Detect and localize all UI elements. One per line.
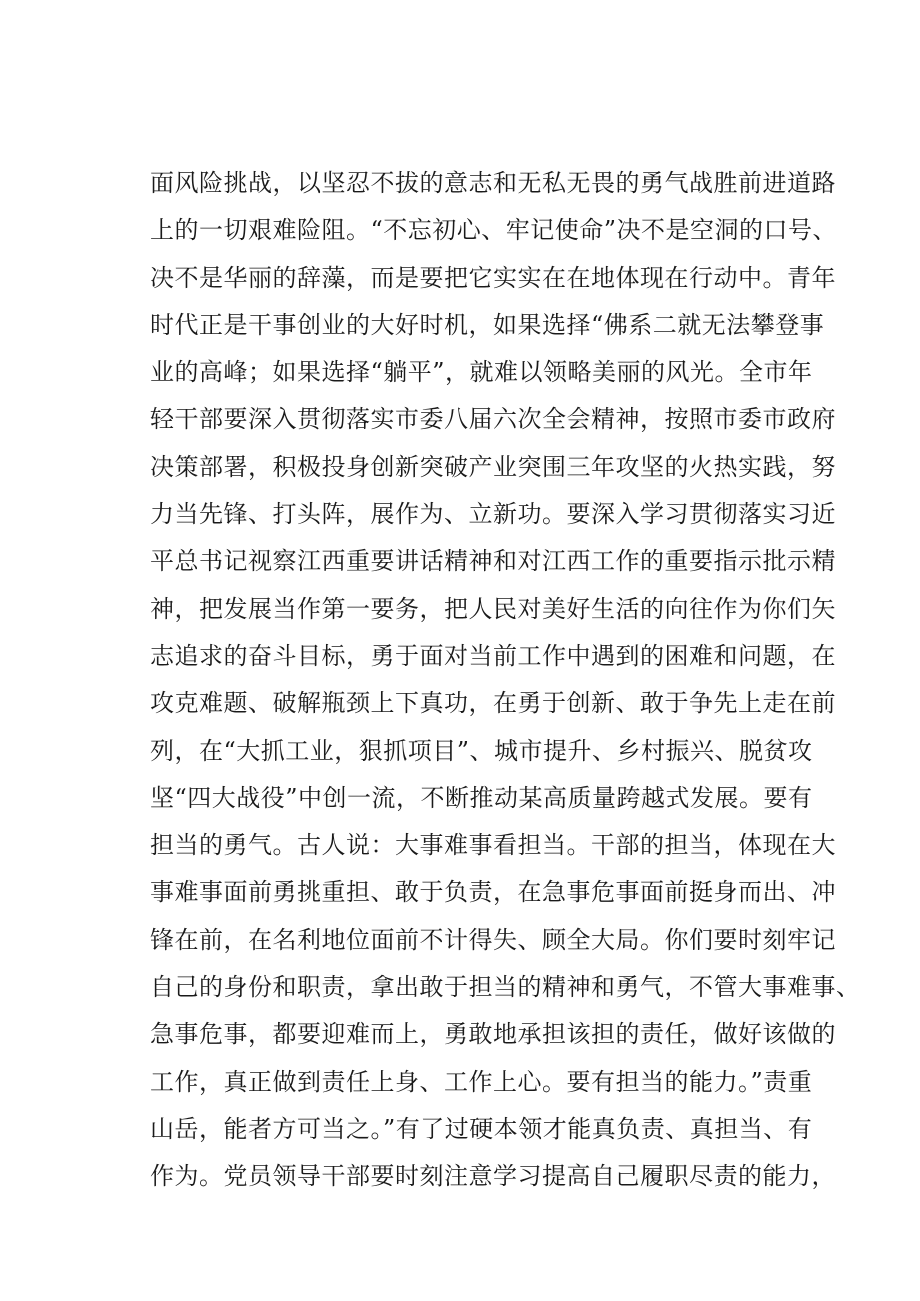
body-text (150, 160, 861, 1201)
text-line: 力当先锋、打头阵，展作为、立新功。要深入学习贯彻落实习近 (150, 500, 836, 529)
text-line: 工作，真正做到责任上身、工作上心。要有担当的能力。”责重 (150, 1067, 813, 1096)
text-line: 自己的身份和职责，拿出敢于担当的精神和勇气，不管大事难事、 (150, 973, 861, 1002)
text-line: 轻干部要深入贯彻落实市委八届六次全会精神，按照市委市政府 (150, 405, 836, 434)
text-line: 决策部署，积极投身创新突破产业突围三年攻坚的火热实践，努 (150, 452, 836, 481)
text-line: 作为。党员领导干部要时刻注意学习提高自己履职尽责的能力， (150, 1162, 836, 1191)
text-line: 业的高峰；如果选择“躺平”，就难以领略美丽的风光。全市年 (150, 358, 813, 387)
text-line: 列，在“大抓工业，狠抓项目”、城市提升、乡村振兴、脱贫攻 (150, 736, 813, 765)
text-line: 事难事面前勇挑重担、敢于负责，在急事危事面前挺身而出、冲 (150, 878, 836, 907)
text-line: 神，把发展当作第一要务，把人民对美好生活的向往作为你们矢 (150, 594, 836, 623)
text-line: 决不是华丽的辞藻，而是要把它实实在在地体现在行动中。青年 (150, 263, 836, 292)
text-line: 山岳，能者方可当之。”有了过硬本领才能真负责、真担当、有 (150, 1114, 813, 1143)
text-line: 担当的勇气。古人说：大事难事看担当。干部的担当，体现在大 (150, 831, 836, 860)
text-line: 攻克难题、破解瓶颈上下真功，在勇于创新、敢于争先上走在前 (150, 689, 836, 718)
text-line: 锋在前，在名利地位面前不计得失、顾全大局。你们要时刻牢记 (150, 925, 836, 954)
text-line: 上的一切艰难险阻。“不忘初心、牢记使命”决不是空洞的口号、 (150, 216, 838, 245)
text-line: 平总书记视察江西重要讲话精神和对江西工作的重要指示批示精 (150, 547, 836, 576)
text-line: 面风险挑战，以坚忍不拔的意志和无私无畏的勇气战胜前进道路 (150, 169, 836, 197)
text-line: 志追求的奋斗目标，勇于面对当前工作中遇到的困难和问题，在 (150, 641, 836, 670)
text-line: 急事危事，都要迎难而上，勇敢地承担该担的责任，做好该做的 (150, 1020, 836, 1049)
text-line: 时代正是干事创业的大好时机，如果选择“佛系二就无法攀登事 (150, 310, 825, 339)
text-line: 坚“四大战役”中创一流，不断推动某高质量跨越式发展。要有 (150, 783, 813, 812)
